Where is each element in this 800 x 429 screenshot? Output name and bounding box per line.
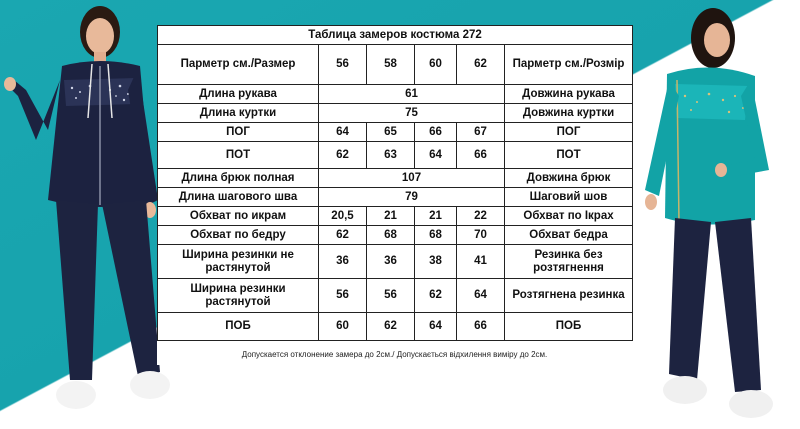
table-row bbox=[158, 123, 633, 142]
row-value: 36 bbox=[319, 245, 367, 279]
row-value: 41 bbox=[457, 245, 505, 279]
row-value: 36 bbox=[367, 245, 415, 279]
table-row bbox=[158, 85, 633, 104]
header-size: 58 bbox=[367, 45, 415, 85]
row-value: 66 bbox=[457, 142, 505, 169]
table-row bbox=[158, 245, 633, 279]
row-value: 63 bbox=[367, 142, 415, 169]
row-value: 65 bbox=[367, 123, 415, 142]
row-label-ru: ПОГ bbox=[158, 123, 319, 142]
row-label-ru: Длина куртки bbox=[158, 104, 319, 123]
table-title: Таблица замеров костюма 272 bbox=[158, 26, 633, 45]
row-label-ru: Длина брюк полная bbox=[158, 169, 319, 188]
row-value-all-sizes: 107 bbox=[319, 169, 505, 188]
row-label-ua: ПОБ bbox=[505, 313, 633, 341]
table-header-row bbox=[158, 45, 633, 85]
table-row bbox=[158, 142, 633, 169]
row-value: 38 bbox=[415, 245, 457, 279]
row-label-ua: ПОТ bbox=[505, 142, 633, 169]
header-size: 60 bbox=[415, 45, 457, 85]
row-value: 68 bbox=[367, 226, 415, 245]
row-value: 21 bbox=[415, 207, 457, 226]
header-left-label: Парметр см./Размер bbox=[158, 45, 319, 85]
row-label-ru: Обхват по бедру bbox=[158, 226, 319, 245]
row-value: 22 bbox=[457, 207, 505, 226]
size-table bbox=[157, 25, 633, 341]
table-row bbox=[158, 104, 633, 123]
table-row bbox=[158, 313, 633, 341]
row-label-ru: ПОБ bbox=[158, 313, 319, 341]
row-value: 62 bbox=[415, 279, 457, 313]
row-value: 64 bbox=[319, 123, 367, 142]
row-value: 62 bbox=[367, 313, 415, 341]
row-label-ua: ПОГ bbox=[505, 123, 633, 142]
row-value: 64 bbox=[457, 279, 505, 313]
row-label-ua: Довжина брюк bbox=[505, 169, 633, 188]
row-label-ua: Обхват бедра bbox=[505, 226, 633, 245]
table-row bbox=[158, 169, 633, 188]
table-row bbox=[158, 226, 633, 245]
row-value: 64 bbox=[415, 313, 457, 341]
row-label-ru: Ширина резинки растянутой bbox=[158, 279, 319, 313]
model-left-illustration bbox=[0, 0, 175, 429]
row-label-ru: ПОТ bbox=[158, 142, 319, 169]
row-value: 67 bbox=[457, 123, 505, 142]
row-value: 20,5 bbox=[319, 207, 367, 226]
size-chart bbox=[157, 25, 632, 365]
row-value-all-sizes: 61 bbox=[319, 85, 505, 104]
row-label-ru: Ширина резинки не растянутой bbox=[158, 245, 319, 279]
row-value: 70 bbox=[457, 226, 505, 245]
row-value: 64 bbox=[415, 142, 457, 169]
row-label-ua: Довжина куртки bbox=[505, 104, 633, 123]
row-value: 66 bbox=[457, 313, 505, 341]
row-label-ua: Обхват по Ікрах bbox=[505, 207, 633, 226]
row-value: 56 bbox=[319, 279, 367, 313]
model-right-illustration bbox=[605, 0, 800, 429]
row-label-ru: Длина шагового шва bbox=[158, 188, 319, 207]
row-value: 68 bbox=[415, 226, 457, 245]
row-label-ua: Шаговий шов bbox=[505, 188, 633, 207]
row-label-ua: Резинка без розтягнення bbox=[505, 245, 633, 279]
row-value: 62 bbox=[319, 226, 367, 245]
row-value-all-sizes: 75 bbox=[319, 104, 505, 123]
header-right-label: Парметр см./Розмір bbox=[505, 45, 633, 85]
row-value: 62 bbox=[319, 142, 367, 169]
row-value: 60 bbox=[319, 313, 367, 341]
table-row bbox=[158, 188, 633, 207]
table-row bbox=[158, 207, 633, 226]
header-size: 62 bbox=[457, 45, 505, 85]
row-label-ru: Обхват по икрам bbox=[158, 207, 319, 226]
row-label-ua: Довжина рукава bbox=[505, 85, 633, 104]
row-value: 21 bbox=[367, 207, 415, 226]
table-row bbox=[158, 279, 633, 313]
row-value: 66 bbox=[415, 123, 457, 142]
header-size: 56 bbox=[319, 45, 367, 85]
row-label-ru: Длина рукава bbox=[158, 85, 319, 104]
row-value: 56 bbox=[367, 279, 415, 313]
tolerance-note: Допускается отклонение замера до 2см./ Допускається відхилення виміру до 2см. bbox=[241, 350, 548, 359]
row-value-all-sizes: 79 bbox=[319, 188, 505, 207]
row-label-ua: Розтягнена резинка bbox=[505, 279, 633, 313]
